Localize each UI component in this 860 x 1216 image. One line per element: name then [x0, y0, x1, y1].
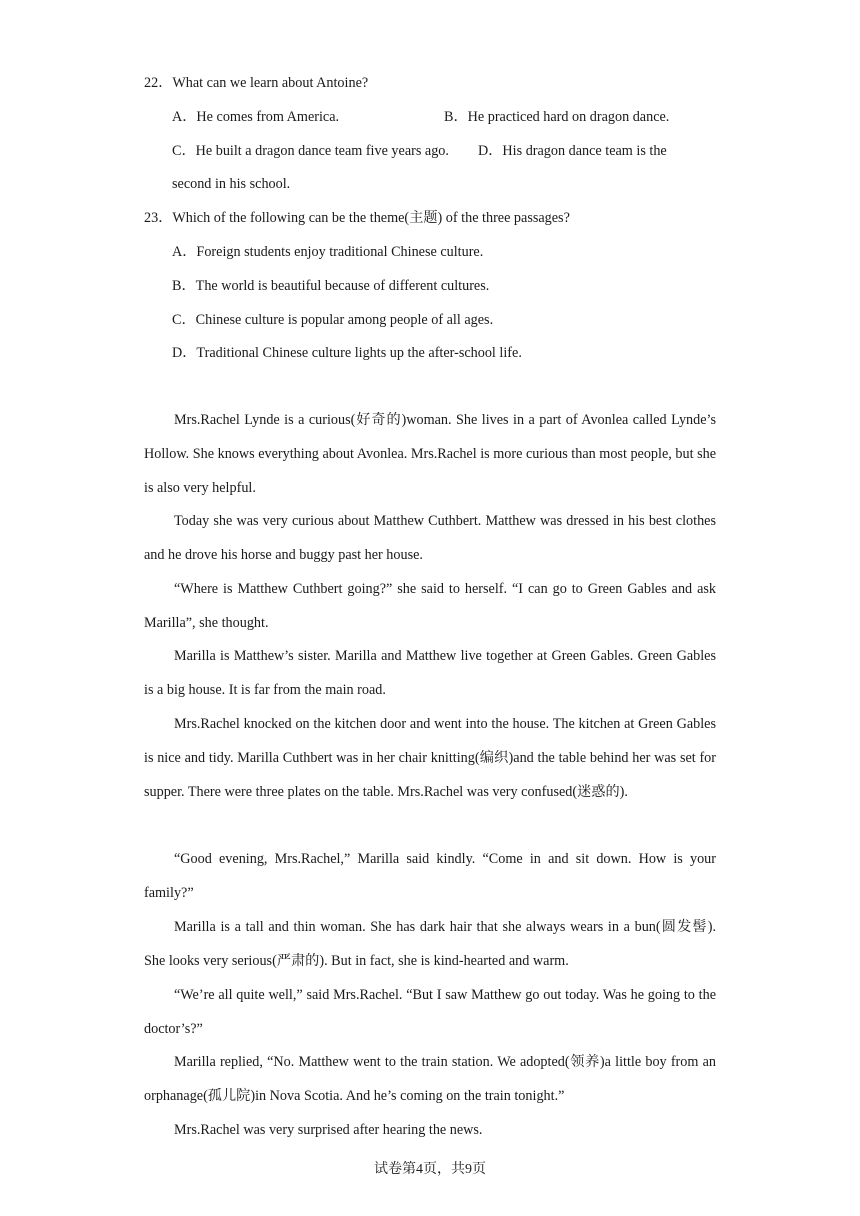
passage-paragraph-6: “Good evening, Mrs.Rachel,” Marilla said kindly. “Come in and sit down. How is your family?” — [144, 851, 716, 901]
passage-paragraph-2: Today she was very curious about Matthew Cuthbert. Matthew was dressed in his best clothes and he drove his horse and buggy past her house. — [144, 513, 716, 563]
question-23-option-a: A．Foreign students enjoy traditional Chinese culture. — [172, 244, 484, 260]
question-23-option-d: D．Traditional Chinese culture lights up the after-school life. — [172, 345, 522, 361]
question-22-option-d: D．His dragon dance team is the — [478, 143, 667, 159]
passage-paragraph-8: “We’re all quite well,” said Mrs.Rachel. “But I saw Matthew go out today. Was he going to the doctor’s?” — [144, 987, 716, 1037]
question-22-option-a: A．He comes from America. — [172, 109, 340, 125]
question-23-option-c: C．Chinese culture is popular among people of all ages. — [172, 312, 494, 328]
passage-paragraph-5: Mrs.Rachel knocked on the kitchen door and went into the house. The kitchen at Green Gables is nice and tidy. Marilla Cuthbert was in her chair knitting(编织)and the table behind her was set for supper. There were three plates on the table. Mrs.Rachel was very confused(迷惑的). — [144, 716, 716, 800]
question-22-option-c: C．He built a dragon dance team five years ago. — [172, 143, 449, 159]
question-22-option-b: B．He practiced hard on dragon dance. — [444, 109, 670, 125]
passage-paragraph-4: Marilla is Matthew’s sister. Marilla and Matthew live together at Green Gables. Green Gables is a big house. It is far from the main road. — [144, 648, 716, 698]
question-23-stem: 23．Which of the following can be the theme(主题) of the three passages? — [144, 210, 570, 226]
passage-paragraph-3: “Where is Matthew Cuthbert going?” she said to herself. “I can go to Green Gables and ask Marilla”, she thought. — [144, 581, 716, 631]
question-22-option-d-continued: second in his school. — [172, 176, 291, 192]
question-22-stem: 22．What can we learn about Antoine? — [144, 75, 369, 91]
passage-paragraph-9: Marilla replied, “No. Matthew went to the train station. We adopted(领养)a little boy from an orphanage(孤儿院)in Nova Scotia. And he’s coming on the train tonight.” — [144, 1054, 716, 1104]
question-23-option-b: B．The world is beautiful because of different cultures. — [172, 278, 490, 294]
passage-paragraph-7: Marilla is a tall and thin woman. She has dark hair that she always wears in a bun(圆发髻). She looks very serious(严肃的). But in fact, she is kind-hearted and warm. — [144, 919, 716, 969]
page-footer: 试卷第4页，共9页 — [374, 1162, 486, 1177]
passage-paragraph-1: Mrs.Rachel Lynde is a curious(好奇的)woman. She lives in a part of Avonlea called Lynde’s Hollow. She knows everything about Avonlea. Mrs.Rachel is more curious than most people, but she is also very helpful. — [144, 412, 716, 496]
passage-paragraph-10: Mrs.Rachel was very surprised after hearing the news. — [174, 1122, 483, 1138]
